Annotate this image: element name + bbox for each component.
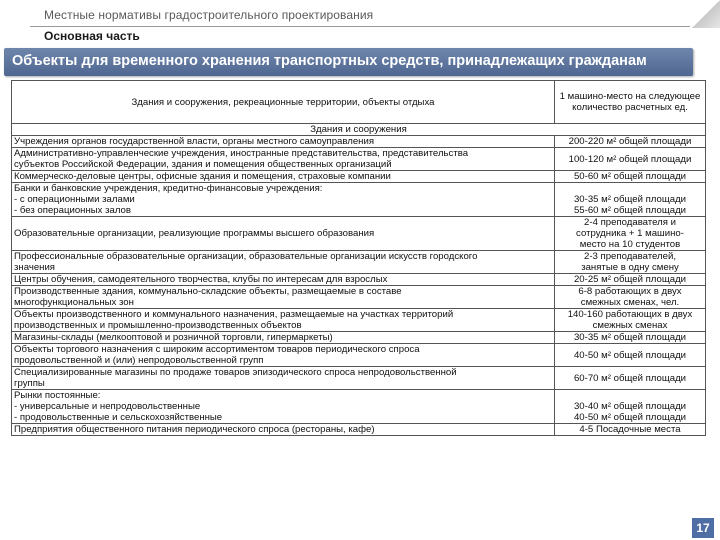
- parking-norm-line: [556, 183, 704, 194]
- table-row: [12, 136, 706, 148]
- table-row: [12, 309, 706, 332]
- parking-norm-line: 2-4 преподавателя и: [584, 217, 676, 228]
- header-accent: [0, 8, 30, 44]
- object-type-cell: [12, 148, 555, 171]
- column-header-parking-norm: 1 машино-место на следующее количество расчетных ед.: [555, 81, 706, 124]
- object-type-line: Профессиональные образовательные организации, образовательные организации искусств городского: [14, 251, 478, 262]
- parking-norm-cell: [555, 136, 706, 148]
- object-type-cell: [12, 286, 555, 309]
- parking-norm-line: 30-35 м² общей площади: [573, 194, 687, 205]
- object-type-line: - продовольственные и сельскохозяйственные: [14, 412, 223, 423]
- table-header-row: [12, 81, 706, 124]
- object-type-cell: [12, 217, 555, 251]
- object-type-line: Учреждения органов государственной власти, органы местного самоуправления: [14, 136, 375, 147]
- object-type-cell: [12, 390, 555, 424]
- parking-norm-line: 40-50 м² общей площади: [573, 412, 687, 423]
- table-row: [12, 344, 706, 367]
- object-type-cell: [12, 136, 555, 148]
- parking-norm-line: смежных сменах: [592, 320, 668, 331]
- table-row: [12, 332, 706, 344]
- object-type-line: Коммерческо-деловые центры, офисные здания и помещения, страховые компании: [14, 171, 391, 182]
- section-header-row: [12, 124, 706, 136]
- parking-norm-cell: [555, 344, 706, 367]
- parking-norm-line: 30-35 м² общей площади: [573, 332, 687, 343]
- parking-norm-line: 30-40 м² общей площади: [573, 401, 687, 412]
- object-type-line: Объекты торгового назначения с широким ассортиментом товаров периодического спроса: [14, 344, 420, 355]
- parking-norm-line: сотрудника + 1 машино-: [576, 228, 684, 239]
- object-type-cell: [12, 367, 555, 390]
- object-type-line: Производственные здания, коммунально-складские объекты, размещаемые в составе: [14, 286, 402, 297]
- parking-norm-line: 2-3 преподавателей,: [583, 251, 677, 262]
- slide-title-banner: [4, 48, 693, 76]
- parking-norm-cell: [555, 286, 706, 309]
- slide-title: Объекты для временного хранения транспортных средств, принадлежащих гражданам: [12, 53, 647, 69]
- object-type-cell: [12, 424, 555, 436]
- object-type-cell: [12, 274, 555, 286]
- norms-table: [11, 80, 706, 436]
- object-type-line: - без операционных залов: [14, 205, 131, 216]
- header-divider: [30, 26, 690, 27]
- parking-norm-line: 40-50 м² общей площади: [573, 349, 687, 361]
- parking-norm-cell: [555, 217, 706, 251]
- object-type-line: производственных и промышленно-производственных объектов: [14, 320, 302, 331]
- object-type-line: многофункциональных зон: [14, 297, 134, 308]
- parking-norm-cell: [555, 251, 706, 274]
- object-type-line: группы: [14, 378, 45, 389]
- parking-norm-cell: [555, 390, 706, 424]
- object-type-cell: [12, 251, 555, 274]
- object-type-line: субъектов Российской Федерации, здания и помещения общественных организаций: [14, 159, 392, 170]
- parking-norm-line: занятые в одну смену: [581, 262, 679, 273]
- table-row: [12, 148, 706, 171]
- object-type-cell: [12, 183, 555, 217]
- table-row: [12, 390, 706, 424]
- table-row: [12, 286, 706, 309]
- table-row: [12, 171, 706, 183]
- parking-norm-line: место на 10 студентов: [579, 239, 681, 250]
- object-type-line: Образовательные организации, реализующие программы высшего образования: [14, 228, 375, 239]
- document-section: Основная часть: [44, 29, 140, 43]
- parking-norm-line: 50-60 м² общей площади: [573, 171, 687, 182]
- object-type-cell: [12, 332, 555, 344]
- parking-norm-line: 6-8 работающих в двух: [578, 286, 682, 297]
- parking-norm-cell: [555, 309, 706, 332]
- object-type-line: Предприятия общественного питания периодического спроса (рестораны, кафе): [14, 424, 375, 435]
- table-row: [12, 424, 706, 436]
- object-type-line: Рынки постоянные:: [14, 390, 101, 401]
- parking-norm-cell: [555, 367, 706, 390]
- object-type-line: - универсальные и непродовольственные: [14, 401, 201, 412]
- object-type-line: Магазины-склады (мелкооптовой и розничной торговли, гипермаркеты): [14, 332, 333, 343]
- section-header: Здания и сооружения: [12, 124, 706, 136]
- table-row: [12, 217, 706, 251]
- object-type-line: Центры обучения, самодеятельного творчества, клубы по интересам для взрослых: [14, 274, 388, 285]
- page-corner-fold: [692, 0, 720, 28]
- parking-norm-line: 200-220 м² общей площади: [568, 136, 692, 147]
- object-type-cell: [12, 344, 555, 367]
- object-type-line: Объекты производственного и коммунального назначения, размещаемые на участках территорий: [14, 309, 454, 320]
- table-row: [12, 251, 706, 274]
- parking-norm-line: 55-60 м² общей площади: [573, 205, 687, 216]
- column-header-objects: Здания и сооружения, рекреационные территории, объекты отдыха: [12, 81, 555, 124]
- document-title: Местные нормативы градостроительного проектирования: [44, 8, 374, 22]
- parking-norm-cell: [555, 148, 706, 171]
- parking-norm-line: 20-25 м² общей площади: [573, 274, 687, 285]
- table-row: [12, 367, 706, 390]
- page-number: 17: [692, 518, 714, 538]
- parking-norm-cell: [555, 424, 706, 436]
- parking-norm-cell: [555, 183, 706, 217]
- parking-norm-line: [556, 390, 704, 401]
- object-type-line: Специализированные магазины по продаже товаров эпизодического спроса непродовольственной: [14, 367, 457, 378]
- object-type-line: значения: [14, 262, 56, 273]
- parking-norm-line: 4-5 Посадочные места: [579, 424, 681, 435]
- object-type-cell: [12, 171, 555, 183]
- object-type-line: Административно-управленческие учреждения, иностранные представительства, представительства: [14, 148, 469, 159]
- parking-norm-line: 100-120 м² общей площади: [568, 153, 692, 165]
- parking-norm-cell: [555, 332, 706, 344]
- table-row: [12, 274, 706, 286]
- object-type-line: продовольственной и (или) непродовольственной групп: [14, 355, 264, 366]
- object-type-cell: [12, 309, 555, 332]
- table-row: [12, 183, 706, 217]
- parking-norm-line: 140-160 работающих в двух: [567, 309, 693, 320]
- object-type-line: Банки и банковские учреждения, кредитно-финансовые учреждения:: [14, 183, 323, 194]
- parking-norm-line: смежных сменах, чел.: [580, 297, 680, 308]
- parking-norm-cell: [555, 274, 706, 286]
- object-type-line: - с операционными залами: [14, 194, 135, 205]
- parking-norm-line: 60-70 м² общей площади: [573, 372, 687, 384]
- parking-norm-cell: [555, 171, 706, 183]
